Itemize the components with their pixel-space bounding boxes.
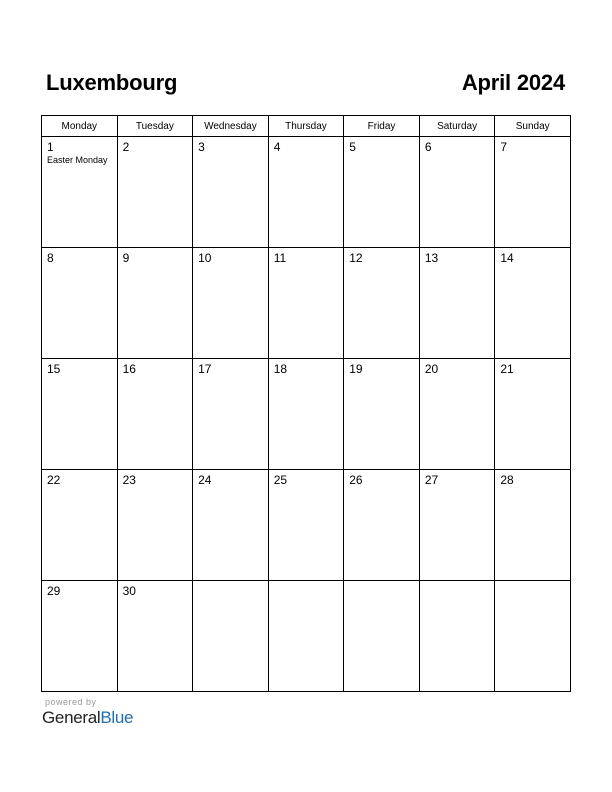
weekday-header-row: [42, 116, 571, 137]
day-number: 1: [47, 140, 54, 154]
day-cell: [193, 470, 269, 581]
day-cell: [42, 137, 118, 248]
day-number: 16: [122, 362, 136, 376]
week-row: [42, 581, 571, 692]
day-cell: [268, 470, 344, 581]
day-cell: [42, 470, 118, 581]
day-cell: [268, 359, 344, 470]
month-title: April 2024: [461, 70, 565, 95]
generalblue-logo[interactable]: [42, 708, 133, 728]
day-cell: [268, 581, 344, 692]
day-number: 19: [349, 362, 363, 376]
day-number: 29: [47, 584, 61, 598]
day-cell: [419, 470, 495, 581]
day-cell: [419, 359, 495, 470]
day-number: 2: [122, 140, 130, 154]
day-cell: [344, 581, 420, 692]
day-cell: [344, 248, 420, 359]
day-cell: [344, 137, 420, 248]
day-number: 13: [424, 251, 439, 265]
day-cell: [117, 581, 193, 692]
weekday-header: Wednesday: [193, 116, 269, 137]
day-cell: [419, 581, 495, 692]
country-title: Luxembourg: [46, 70, 178, 95]
day-number: [495, 581, 570, 584]
day-cell: [344, 470, 420, 581]
logo-blue-text: Blue: [100, 708, 134, 727]
day-cell: [495, 137, 571, 248]
day-cell: [419, 248, 495, 359]
calendar-grid: [41, 115, 571, 692]
day-cell: [495, 470, 571, 581]
day-cell: [268, 248, 344, 359]
day-number: 30: [122, 584, 136, 598]
day-number: 23: [122, 473, 136, 487]
day-number: [193, 581, 268, 584]
day-number: 3: [198, 140, 205, 154]
day-cell: [42, 581, 118, 692]
holiday-label: Easter Monday: [47, 155, 108, 165]
day-number: 14: [500, 251, 514, 265]
day-number: 28: [500, 473, 514, 487]
day-cell: [193, 137, 269, 248]
day-cell: [193, 359, 269, 470]
day-cell: [117, 470, 193, 581]
day-number: 9: [122, 251, 130, 265]
day-cell: [193, 581, 269, 692]
logo-general-text: General: [42, 708, 101, 727]
day-cell: [42, 248, 118, 359]
weekday-header: Thursday: [268, 116, 344, 137]
day-cell: [42, 359, 118, 470]
week-row: [42, 248, 571, 359]
day-number: 21: [500, 362, 514, 376]
weekday-header: Friday: [344, 116, 420, 137]
weekday-header: Tuesday: [117, 116, 193, 137]
day-number: 27: [424, 473, 439, 487]
day-number: [269, 581, 344, 584]
day-number: 17: [198, 362, 212, 376]
day-number: [420, 581, 495, 584]
day-number: 8: [47, 251, 54, 265]
day-cell: [495, 248, 571, 359]
day-number: 12: [349, 251, 363, 265]
day-cell: [495, 581, 571, 692]
day-cell: [495, 359, 571, 470]
week-row: [42, 359, 571, 470]
week-row: [42, 137, 571, 248]
day-number: 26: [349, 473, 363, 487]
day-cell: [344, 359, 420, 470]
day-cell: [117, 359, 193, 470]
day-number: 10: [198, 251, 212, 265]
day-number: 25: [273, 473, 288, 487]
weekday-header: Sunday: [495, 116, 571, 137]
day-number: 18: [273, 362, 288, 376]
day-number: 4: [273, 140, 281, 154]
day-number: 6: [424, 140, 432, 154]
powered-by-text: powered by: [45, 697, 97, 707]
day-number: 15: [47, 362, 61, 376]
weekday-header: Monday: [42, 116, 118, 137]
week-row: [42, 470, 571, 581]
day-cell: [419, 137, 495, 248]
day-number: [344, 581, 419, 584]
day-cell: [193, 248, 269, 359]
day-cell: [117, 137, 193, 248]
day-number: 7: [500, 140, 508, 154]
day-number: 11: [273, 251, 287, 265]
weekday-header: Saturday: [419, 116, 495, 137]
day-number: 5: [349, 140, 356, 154]
day-number: 20: [424, 362, 439, 376]
day-cell: [268, 137, 344, 248]
day-cell: [117, 248, 193, 359]
day-number: 24: [198, 473, 212, 487]
day-number: 22: [47, 473, 61, 487]
